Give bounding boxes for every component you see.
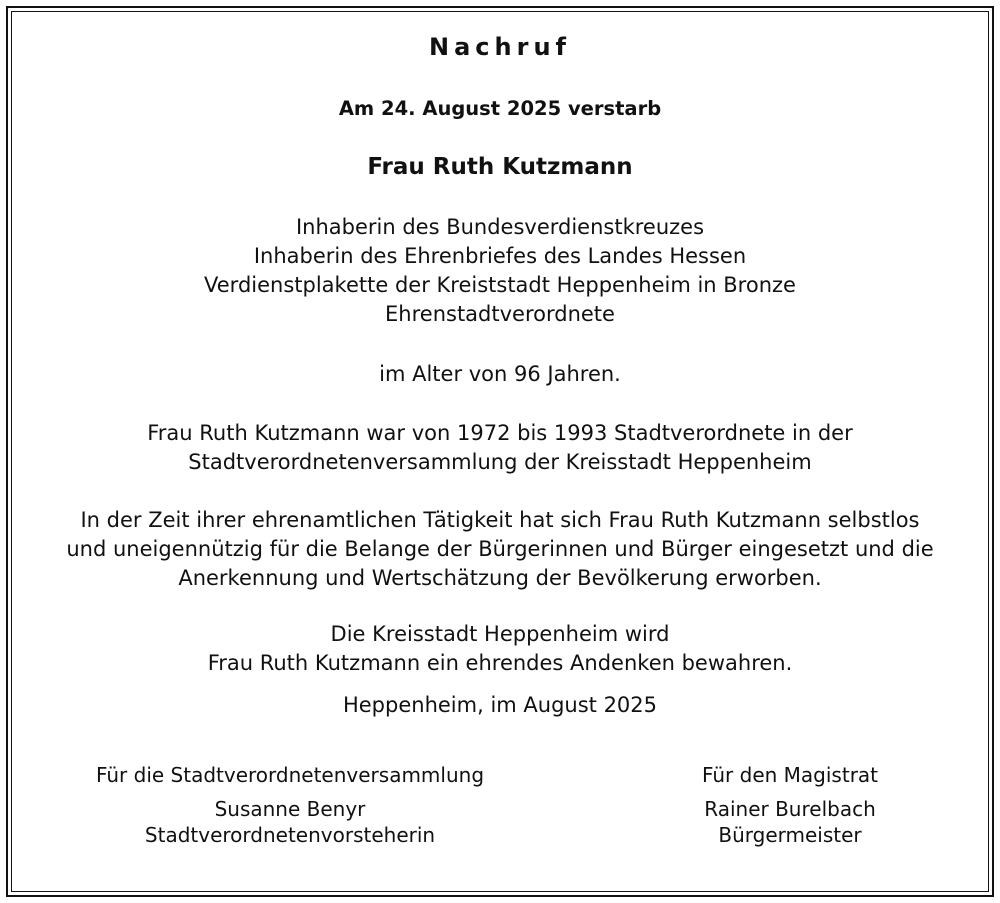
notice-title: Nachruf — [429, 33, 571, 61]
closing-line: Die Kreisstadt Heppenheim wird — [330, 622, 670, 646]
signature-right-body: Für den Magistrat — [701, 763, 879, 787]
signature-left-body: Für die Stadtverordnetenversammlung — [95, 763, 485, 787]
career-line: Stadtverordnetenversammlung der Kreisstadt Heppenheim — [188, 450, 812, 474]
signature-left-role: Stadtverordnetenvorsteherin — [144, 823, 436, 847]
honor-item: Verdienstplakette der Kreiststadt Heppenheim in Bronze — [204, 273, 796, 297]
closing-line: Frau Ruth Kutzmann ein ehrendes Andenken bewahren. — [207, 651, 793, 675]
signature-right-role: Bürgermeister — [718, 823, 862, 847]
honor-item: Ehrenstadtverordnete — [385, 302, 615, 326]
honor-item: Inhaberin des Bundesverdienstkreuzes — [295, 215, 705, 239]
deceased-name: Frau Ruth Kutzmann — [367, 154, 633, 180]
signature-left-name: Susanne Benyr — [214, 797, 366, 821]
career-line: Frau Ruth Kutzmann war von 1972 bis 1993 Stadtverordnete in der — [147, 421, 853, 445]
age-line: im Alter von 96 Jahren. — [379, 362, 621, 386]
signature-right-name: Rainer Burelbach — [704, 797, 876, 821]
tribute-line: In der Zeit ihrer ehrenamtlichen Tätigkeit hat sich Frau Ruth Kutzmann selbstlos — [80, 508, 920, 532]
honor-item: Inhaberin des Ehrenbriefes des Landes Hessen — [253, 244, 747, 268]
tribute-line: und uneigennützig für die Belange der Bürgerinnen und Bürger eingesetzt und die — [66, 537, 934, 561]
place-and-date: Heppenheim, im August 2025 — [342, 693, 658, 717]
tribute-line: Anerkennung und Wertschätzung der Bevölkerung erworben. — [178, 566, 822, 590]
date-of-death-line: Am 24. August 2025 verstarb — [338, 97, 662, 120]
